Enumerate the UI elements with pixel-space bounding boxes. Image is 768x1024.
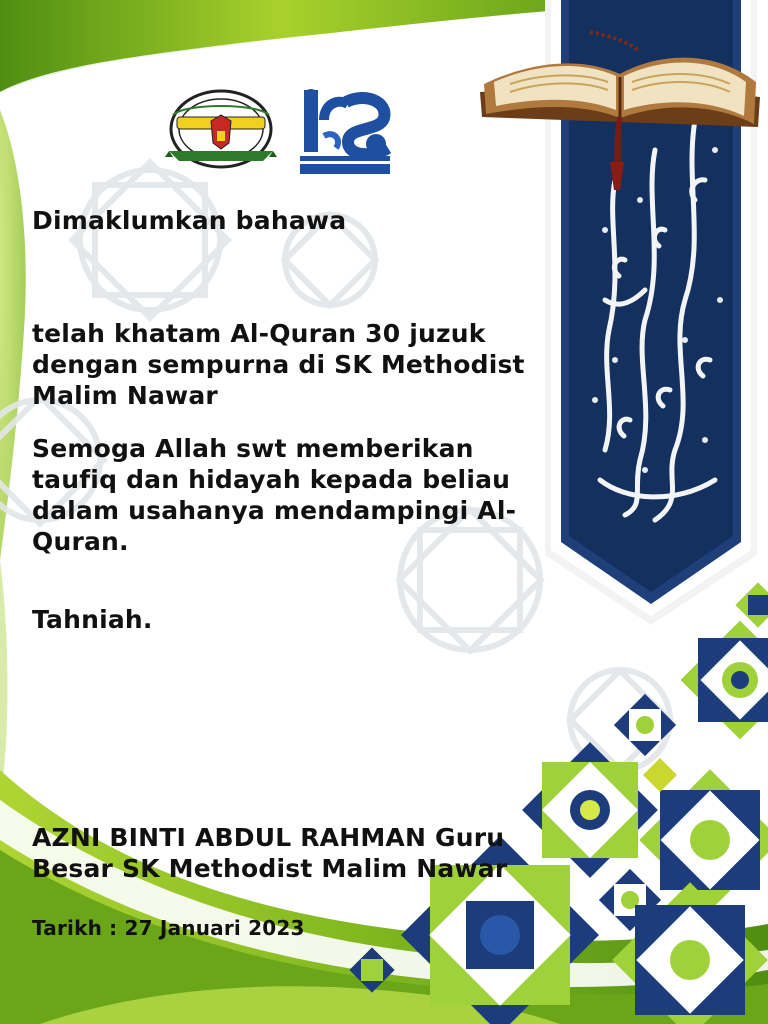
signatory-block: AZNI BINTI ABDUL RAHMAN Guru Besar SK Methodist Malim Nawar [32,823,508,883]
transformasi-sekolah-logo [296,82,394,180]
completion-paragraph: telah khatam Al-Quran 30 juzuk dengan sempurna di SK Methodist Malim Nawar [32,319,525,410]
date-text: Tarikh : 27 Januari 2023 [32,916,305,940]
open-quran-icon [470,22,768,192]
prayer-paragraph: Semoga Allah swt memberikan taufiq dan hidayah kepada beliau dalam usahanya mendampingi Al-Quran. [32,434,517,556]
school-logo [165,85,277,177]
congratulations-text: Tahniah. [32,605,153,634]
intro-text: Dimaklumkan bahawa [32,206,347,235]
